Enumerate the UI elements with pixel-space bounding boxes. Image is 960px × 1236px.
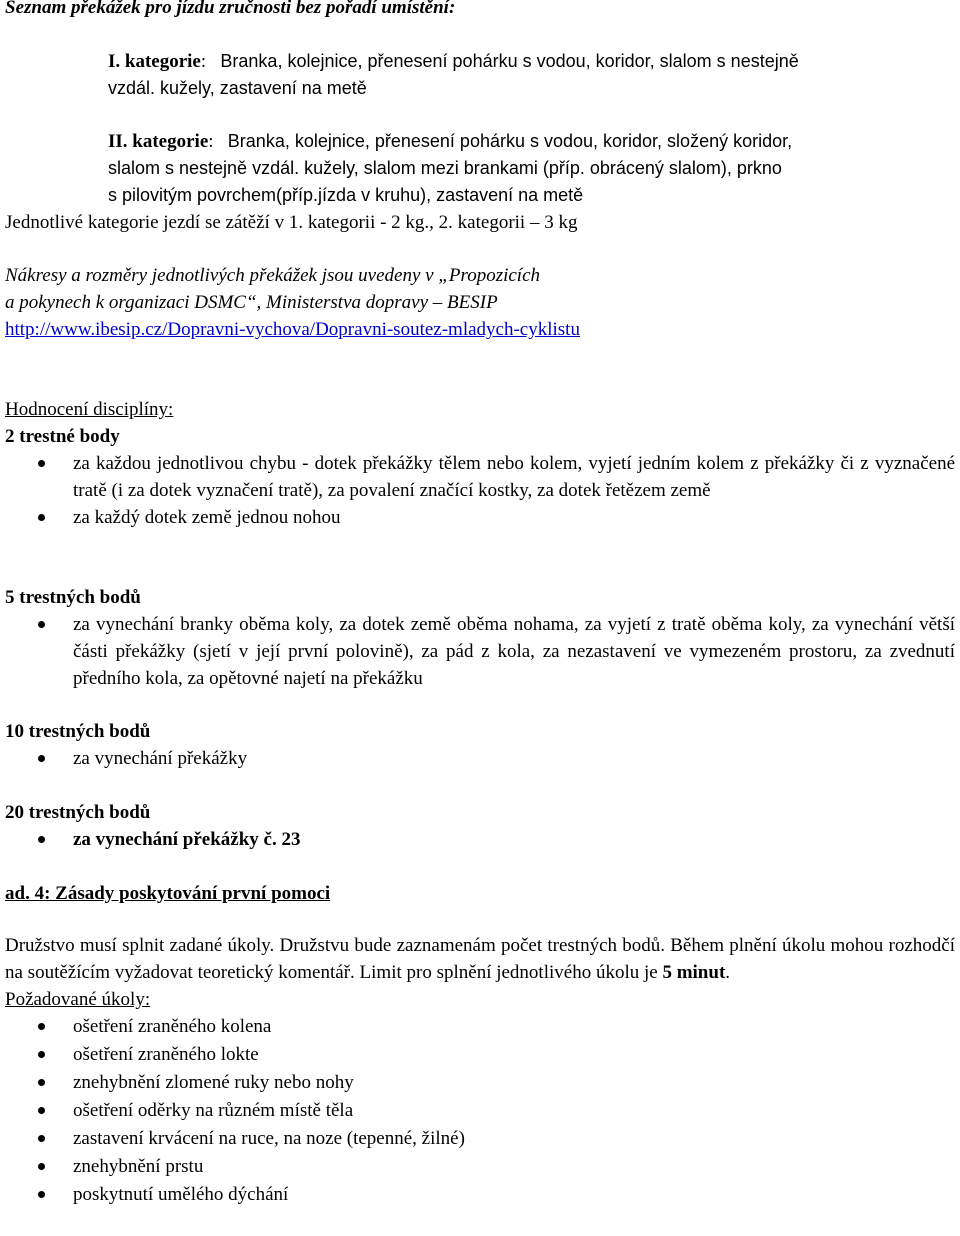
weights-line: Jednotlivé kategorie jezdí se zátěží v 1. kategorii - 2 kg., 2. kategorii – 3 kg [5, 212, 578, 233]
drawings-note-line1: Nákresy a rozměry jednotlivých překážek jsou uvedeny v „Propozicích [5, 265, 541, 286]
bullet-icon [38, 1163, 45, 1170]
tasks-heading: Požadované úkoly: [5, 989, 151, 1010]
list-item: ošetření zraněného lokte [5, 1041, 955, 1069]
document-heading: Seznam překážek pro jízdu zručnosti bez pořadí umístění: [5, 0, 456, 18]
bullet-icon [38, 460, 45, 467]
penalty-5-section [5, 584, 955, 692]
bullet-icon [38, 1023, 45, 1030]
section-4-title: ad. 4: Zásady poskytování první pomoci [5, 883, 331, 904]
drawings-note-line2: a pokynech k organizaci DSMC“, Ministerstva dopravy – BESIP [5, 292, 498, 313]
bullet-icon [38, 1107, 45, 1114]
bullet-icon [38, 621, 45, 628]
list-item: zastavení krvácení na ruce, na noze (tepenné, žilné) [5, 1125, 955, 1153]
category-1-label: I. kategorie [108, 51, 201, 72]
penalty-10-section [5, 718, 955, 772]
tasks-list [5, 1013, 955, 1209]
penalty-20-title: 20 trestných bodů [5, 802, 151, 823]
list-item: za vynechání překážky č. 23 [5, 826, 955, 853]
bullet-icon [38, 1051, 45, 1058]
penalty-10-title: 10 trestných bodů [5, 721, 151, 742]
category-1-text: Branka, kolejnice, přenesení pohárku s vodou, koridor, slalom s nestejně [220, 51, 799, 71]
penalty-5-list [5, 611, 955, 692]
category-1-separator: : [200, 51, 207, 72]
list-item: poskytnutí umělého dýchání [5, 1181, 955, 1209]
list-item: za každý dotek země jednou nohou [5, 504, 955, 531]
category-2 [5, 128, 955, 209]
besip-link[interactable]: http://www.ibesip.cz/Dopravni-vychova/Dopravni-soutez-mladych-cyklistu [5, 319, 580, 340]
section-4-body [5, 932, 955, 1209]
bullet-icon [38, 755, 45, 762]
category-2-text-line3: s pilovitým povrchem(příp.jízda v kruhu), zastavení na metě [108, 185, 584, 205]
bullet-icon [38, 1135, 45, 1142]
bullet-icon [38, 1191, 45, 1198]
time-limit-value: 5 minut [662, 962, 726, 983]
list-item: ošetření zraněného kolena [5, 1013, 955, 1041]
bullet-icon [38, 514, 45, 521]
category-1 [5, 48, 955, 102]
penalty-5-title: 5 trestných bodů [5, 587, 141, 608]
list-item: za vynechání překážky [5, 745, 955, 772]
list-item: za vynechání branky oběma koly, za dotek země oběma nohama, za vyjetí z tratě oběma koly, za vynechání větší části překážky (sjetí v její první polovině), za pád z kola, za nezastavení ve vymezeném prostoru, za zvednutí předního kola, za opětovné najetí na překážku [5, 611, 955, 692]
bullet-icon [38, 1079, 45, 1086]
list-item: ošetření oděrky na různém místě těla [5, 1097, 955, 1125]
penalty-20-section [5, 799, 955, 853]
bullet-icon [38, 836, 45, 843]
penalty-2-list [5, 450, 955, 531]
category-2-separator: : [208, 131, 214, 152]
category-2-text: Branka, kolejnice, přenesení pohárku s vodou, koridor, složený koridor, [227, 131, 793, 151]
category-2-text-line2: slalom s nestejně vzdál. kužely, slalom mezi brankami (příp. obrácený slalom), prkno [108, 158, 782, 178]
list-item: znehybnění prstu [5, 1153, 955, 1181]
drawings-note [5, 262, 955, 343]
penalty-20-list [5, 826, 955, 853]
list-item: za každou jednotlivou chybu - dotek překážky tělem nebo kolem, vyjetí jedním kolem z překážky či z vyznačené tratě (i za dotek vyznačení tratě), za povalení značící kostky, za dotek řetězem země [5, 450, 955, 504]
penalty-2-title: 2 trestné body [5, 426, 120, 447]
evaluation-section [5, 396, 955, 531]
penalty-10-list [5, 745, 955, 772]
list-item: znehybnění zlomené ruky nebo nohy [5, 1069, 955, 1097]
evaluation-heading: Hodnocení disciplíny: [5, 399, 174, 420]
category-1-text-cont: vzdál. kužely, zastavení na metě [108, 78, 367, 98]
category-2-label: II. kategorie [108, 131, 209, 152]
section-4-intro: Družstvo musí splnit zadané úkoly. Družstvu bude zaznamenám počet trestných bodů. Během plnění úkolu mohou rozhodčí na soutěžícím vyžadovat teoretický komentář. Limit pro splnění jednotlivého úkolu je 5 minut. [5, 935, 955, 983]
